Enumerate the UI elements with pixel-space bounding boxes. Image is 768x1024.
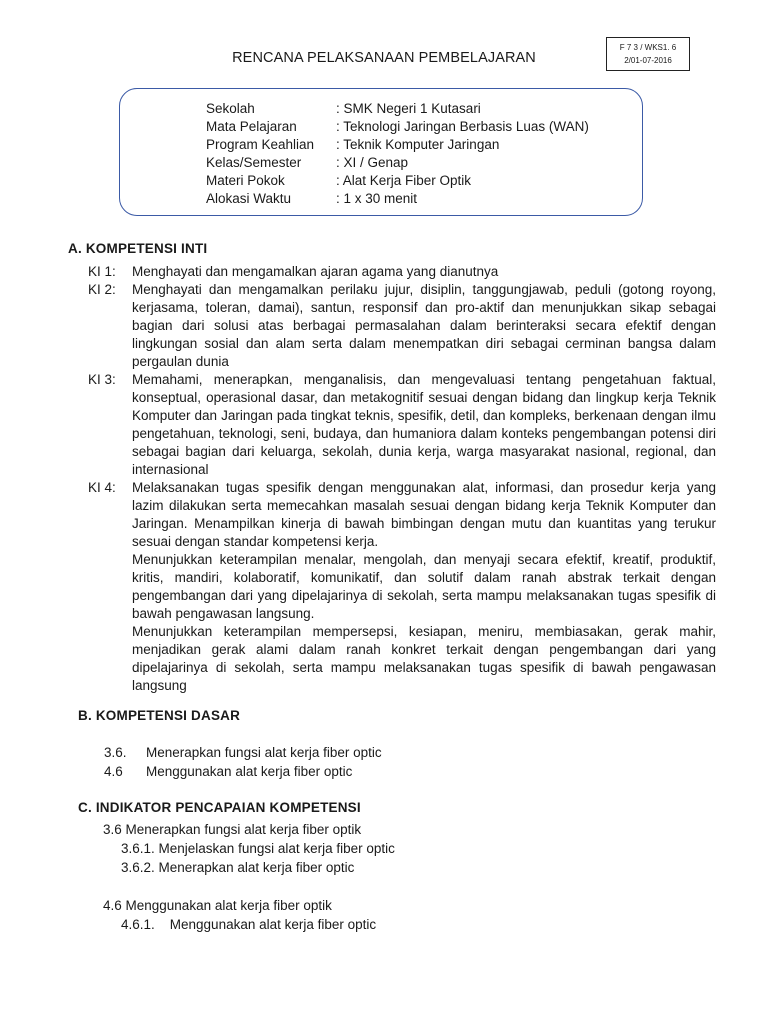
kd-item	[104, 744, 382, 763]
form-code-line2: 2/01-07-2016	[624, 56, 672, 65]
identity-label: Materi Pokok	[206, 173, 285, 188]
spacer	[103, 878, 395, 897]
ki-text	[132, 281, 716, 371]
ki-paragraph: Melaksanakan tugas spesifik dengan menggunakan alat, informasi, dan prosedur kerja yang lazim dilakukan serta memecahkan masalah sesuai dengan bidang kerja Teknik Komputer dan Jaringan. Menampilkan kinerja di bawah bimbingan dengan mutu dan kuantitas yang terukur sesuai dengan standar kompetensi kerja.	[132, 480, 716, 549]
identity-label: Program Keahlian	[206, 137, 315, 152]
indikator-group-title: 4.6 Menggunakan alat kerja fiber optik	[103, 898, 332, 913]
ki-paragraph: Menghayati dan mengamalkan ajaran agama yang dianutnya	[132, 264, 499, 279]
ki-number: KI 1:	[88, 264, 116, 279]
kd-text: Menerapkan fungsi alat kerja fiber optic	[146, 745, 382, 760]
ki-paragraph: Memahami, menerapkan, menganalisis, dan mengevaluasi tentang pengetahuan faktual, konseptual, operasional dasar, dan metakognitif sesuai dengan bidang dan lingkup kerja Teknik Komputer dan Jaringan pada tingkat teknis, spesifik, detil, dan kompleks, berkenaan dengan ilmu pengetahuan, teknologi, seni, budaya, dan humaniora dalam konteks pengembangan potensi diri sebagai bagian dari keluarga, sekolah, dunia kerja, warga masyarakat nasional, regional, dan internasional	[132, 372, 716, 477]
identity-label: Kelas/Semester	[206, 155, 302, 170]
form-code-line1: F 7 3 / WKS1. 6	[619, 43, 677, 52]
identity-table	[206, 100, 589, 208]
section-c-heading: C. INDIKATOR PENCAPAIAN KOMPETENSI	[78, 800, 361, 815]
ki-paragraph: Menunjukkan keterampilan menalar, mengolah, dan menyaji secara efektif, kreatif, produktif, kritis, mandiri, kolaboratif, komunikatif, dan solutif dalam ranah abstrak terkait dengan pengembangan dari yang dipelajarinya di sekolah, serta mampu melaksanakan tugas spesifik di bawah pengawasan langsung.	[132, 552, 716, 621]
ki-text	[132, 371, 716, 479]
identity-value: : XI / Genap	[336, 155, 409, 170]
kompetensi-dasar-list	[104, 744, 382, 782]
ki-paragraph: Menunjukkan keterampilan mempersepsi, kesiapan, meniru, membiasakan, gerak mahir, menjadikan gerak alami dalam ranah konkret terkait dengan pengembangan dari yang dipelajarinya di sekolah, serta mampu melaksanakan tugas spesifik di bawah pengawasan langsung	[132, 624, 716, 693]
ki-item	[88, 479, 716, 695]
indikator-sub-item	[103, 840, 395, 859]
ki-item	[88, 263, 716, 281]
ki-number: KI 2:	[88, 282, 116, 297]
ki-number: KI 4:	[88, 480, 116, 495]
section-b-heading: B. KOMPETENSI DASAR	[78, 708, 241, 723]
ki-item	[88, 371, 716, 479]
identity-label: Sekolah	[206, 101, 255, 116]
kd-number: 4.6	[104, 764, 123, 779]
identity-value: : SMK Negeri 1 Kutasari	[336, 101, 481, 116]
ki-number: KI 3:	[88, 372, 116, 387]
identity-row	[206, 172, 589, 190]
identity-value: : Teknologi Jaringan Berbasis Luas (WAN)	[336, 119, 589, 134]
identity-row	[206, 118, 589, 136]
document-title	[0, 50, 768, 66]
identity-label: Alokasi Waktu	[206, 191, 292, 206]
kd-number: 3.6.	[104, 745, 127, 760]
kompetensi-inti-list	[88, 263, 716, 695]
indikator-sub-text: 4.6.1. Menggunakan alat kerja fiber optic	[121, 917, 377, 932]
identity-row	[206, 100, 589, 118]
indikator-sub-text: 3.6.1. Menjelaskan fungsi alat kerja fiber optic	[121, 841, 395, 856]
ki-text	[132, 263, 716, 281]
section-a-heading: A. KOMPETENSI INTI	[68, 241, 208, 256]
ki-item	[88, 281, 716, 371]
ki-paragraph: Menghayati dan mengamalkan perilaku jujur, disiplin, tanggungjawab, peduli (gotong royong, kerjasama, toleran, damai), santun, responsif dan pro-aktif dan menunjukkan sikap sebagai bagian dari solusi atas berbagai permasalahan dalam berinteraksi secara efektif dengan lingkungan sosial dan alam serta dalam menempatkan diri sebagai cerminan bangsa dalam pergaulan dunia	[132, 282, 716, 369]
identity-row	[206, 190, 589, 208]
indikator-sub-item	[103, 859, 395, 878]
identity-value: : Teknik Komputer Jaringan	[336, 137, 500, 152]
identity-label: Mata Pelajaran	[206, 119, 297, 134]
identity-row	[206, 154, 589, 172]
ki-text	[132, 479, 716, 695]
indikator-sub-text: 3.6.2. Menerapkan alat kerja fiber optic	[121, 860, 355, 875]
indikator-list	[103, 821, 395, 935]
kd-text: Menggunakan alat kerja fiber optic	[146, 764, 353, 779]
identity-value: : 1 x 30 menit	[336, 191, 418, 206]
identity-value: : Alat Kerja Fiber Optik	[336, 173, 472, 188]
indikator-sub-item	[103, 916, 395, 935]
identity-row	[206, 136, 589, 154]
indikator-group-title: 3.6 Menerapkan fungsi alat kerja fiber optik	[103, 822, 362, 837]
kd-item	[104, 763, 382, 782]
document-title-text: RENCANA PELAKSANAAN PEMBELAJARAN	[232, 50, 536, 66]
